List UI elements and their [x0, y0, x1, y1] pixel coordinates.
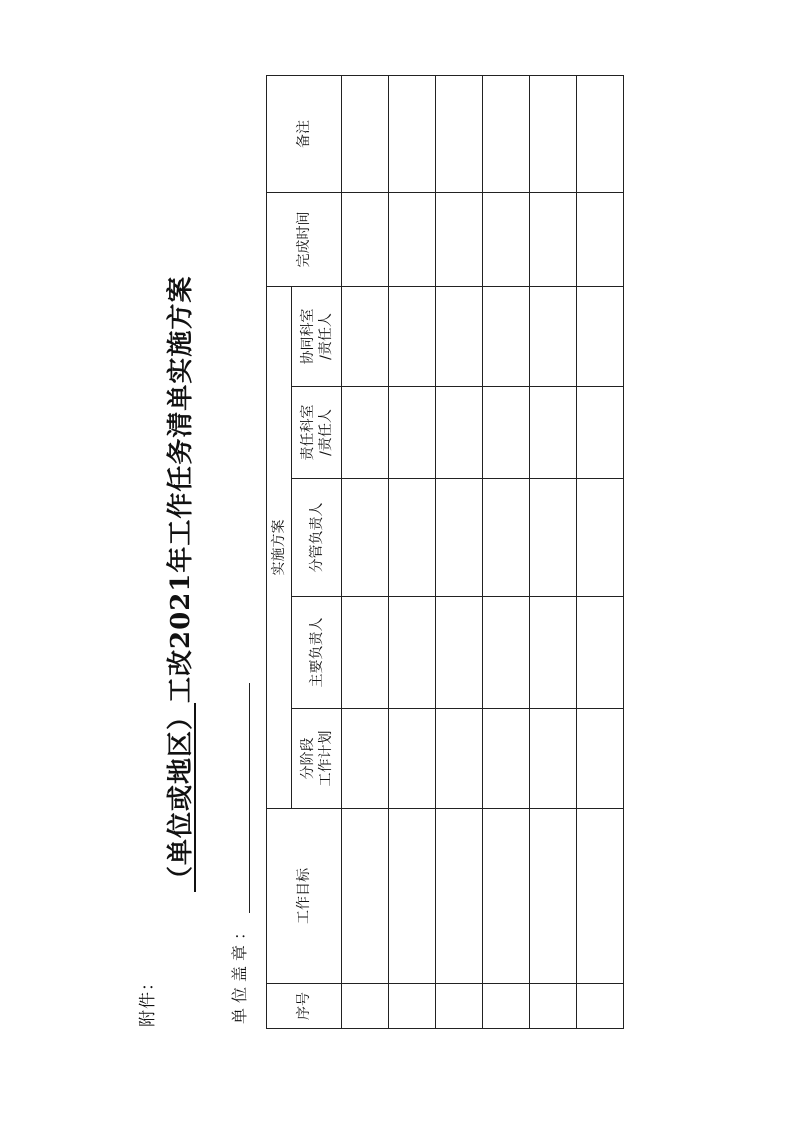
- table-cell: [436, 192, 483, 286]
- table-cell: [436, 387, 483, 479]
- table-row: [577, 75, 624, 1028]
- table-cell: [483, 809, 530, 984]
- table-cell: [483, 984, 530, 1029]
- table-cell: [389, 75, 436, 192]
- header-deadline: 完成时间: [267, 192, 342, 286]
- table-cell: [530, 709, 577, 809]
- table-cell: [483, 597, 530, 709]
- table-cell: [577, 597, 624, 709]
- task-table: [266, 75, 624, 1029]
- table-cell: [577, 809, 624, 984]
- table-cell: [530, 192, 577, 286]
- table-cell: [530, 479, 577, 597]
- seal-blank-field: [235, 683, 250, 913]
- header-phase-plan: [292, 709, 342, 809]
- table-cell: [577, 709, 624, 809]
- table-cell: [436, 809, 483, 984]
- table-cell: [577, 984, 624, 1029]
- table-cell: [342, 809, 389, 984]
- page-title: [160, 192, 197, 892]
- table-row: [342, 75, 389, 1028]
- title-unit-placeholder: （单位或地区）: [166, 702, 196, 892]
- table-row: [389, 75, 436, 1028]
- table-cell: [389, 709, 436, 809]
- table-cell: [342, 984, 389, 1029]
- table-cell: [577, 387, 624, 479]
- table-cell: [389, 597, 436, 709]
- table-cell: [342, 479, 389, 597]
- table-cell: [342, 75, 389, 192]
- table-cell: [436, 479, 483, 597]
- table-row: [436, 75, 483, 1028]
- table-cell: [342, 709, 389, 809]
- header-remark: 备注: [267, 75, 342, 192]
- table-cell: [530, 809, 577, 984]
- table-cell: [483, 192, 530, 286]
- header-goal: 工作目标: [267, 809, 342, 984]
- title-text: 工改2021年工作任务清单实施方案: [166, 275, 196, 703]
- table-cell: [530, 75, 577, 192]
- table-cell: [530, 387, 577, 479]
- table-cell: [483, 286, 530, 386]
- header-resp-line2: /责任人: [317, 409, 334, 456]
- header-main-lead: 主要负责人: [292, 597, 342, 709]
- table-cell: [389, 984, 436, 1029]
- table-cell: [483, 75, 530, 192]
- table-row: [530, 75, 577, 1028]
- seal-line: [227, 683, 250, 1024]
- header-charge-lead: 分管负责人: [292, 479, 342, 597]
- table-cell: [342, 286, 389, 386]
- table-cell: [483, 479, 530, 597]
- header-phase-line2: 工作计划: [317, 730, 334, 787]
- table-cell: [577, 286, 624, 386]
- header-impl-group: 实施方案: [267, 286, 292, 808]
- header-coop-line2: /责任人: [317, 313, 334, 360]
- table-cell: [342, 387, 389, 479]
- header-coop-dept: [292, 286, 342, 386]
- table-cell: [436, 984, 483, 1029]
- table-row: [483, 75, 530, 1028]
- table-cell: [577, 75, 624, 192]
- header-seq: 序号: [267, 984, 342, 1029]
- table-cell: [436, 286, 483, 386]
- table-cell: [389, 809, 436, 984]
- table-cell: [342, 192, 389, 286]
- table-cell: [483, 709, 530, 809]
- table-cell: [577, 192, 624, 286]
- table-cell: [530, 286, 577, 386]
- table-cell: [389, 387, 436, 479]
- table-cell: [530, 984, 577, 1029]
- table-cell: [436, 75, 483, 192]
- table-cell: [577, 479, 624, 597]
- table-cell: [342, 597, 389, 709]
- attachment-label: 附件：: [138, 973, 158, 1027]
- header-row-group: [267, 75, 292, 1028]
- header-resp-line1: 责任科室: [299, 404, 316, 461]
- table-cell: [436, 709, 483, 809]
- header-coop-line1: 协同科室: [299, 308, 316, 365]
- header-resp-dept: [292, 387, 342, 479]
- table-cell: [389, 286, 436, 386]
- header-phase-line1: 分阶段: [299, 737, 316, 780]
- table-cell: [530, 597, 577, 709]
- table-cell: [389, 192, 436, 286]
- table-cell: [436, 597, 483, 709]
- seal-label: 单位盖章：: [230, 918, 249, 1024]
- table-cell: [483, 387, 530, 479]
- table-cell: [389, 479, 436, 597]
